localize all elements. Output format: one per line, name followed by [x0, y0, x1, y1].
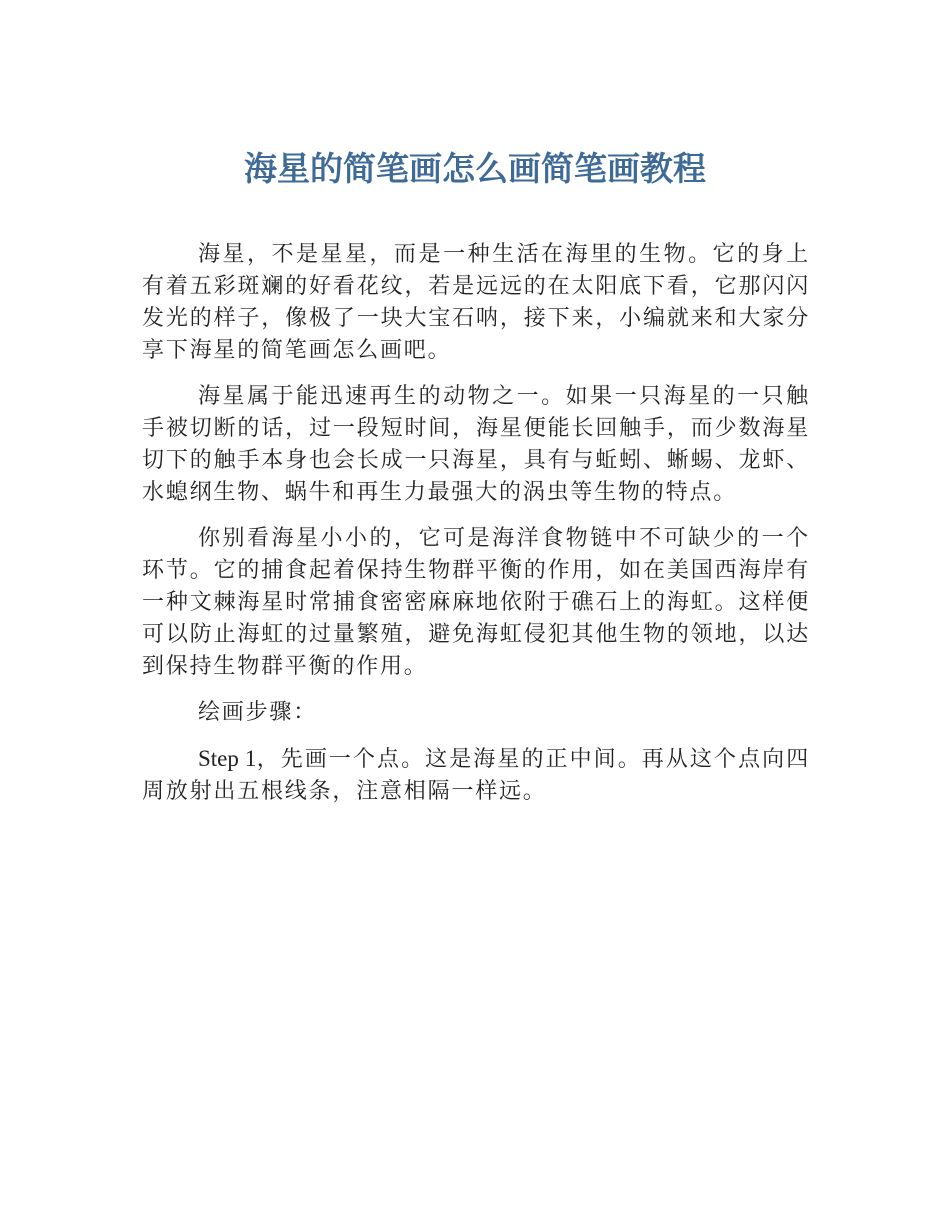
paragraph-intro: 海星，不是星星，而是一种生活在海里的生物。它的身上有着五彩斑斓的好看花纹，若是远远的在太阳底下看，它那闪闪发光的样子，像极了一块大宝石呐，接下来，小编就来和大家分享下海星的简笔画怎么画吧。: [142, 242, 810, 363]
paragraph-step-1: [142, 743, 810, 808]
step-1-label: Step 1: [198, 746, 257, 771]
paragraph-steps-heading: 绘画步骤：: [198, 700, 318, 725]
step-1-text: ，先画一个点。这是海星的正中间。再从这个点向四周放射出五根线条，注意相隔一样远。: [142, 747, 811, 804]
document-title: 海星的简笔画怎么画简笔画教程: [244, 149, 706, 188]
paragraph-regeneration: 海星属于能迅速再生的动物之一。如果一只海星的一只触手被切断的话，过一段短时间，海星便能长回触手，而少数海星切下的触手本身也会长成一只海星，具有与蚯蚓、蜥蜴、龙虾、水螅纲生物、蜗牛和再生力最强大的涡虫等生物的特点。: [142, 384, 810, 505]
paragraph-food-chain: 你别看海星小小的，它可是海洋食物链中不可缺少的一个环节。它的捕食起着保持生物群平衡的作用，如在美国西海岸有一种文棘海星时常捕食密密麻麻地依附于礁石上的海虹。这样便可以防止海虹的过量繁殖，避免海虹侵犯其他生物的领地，以达到保持生物群平衡的作用。: [142, 526, 810, 679]
document-body: [142, 239, 810, 822]
